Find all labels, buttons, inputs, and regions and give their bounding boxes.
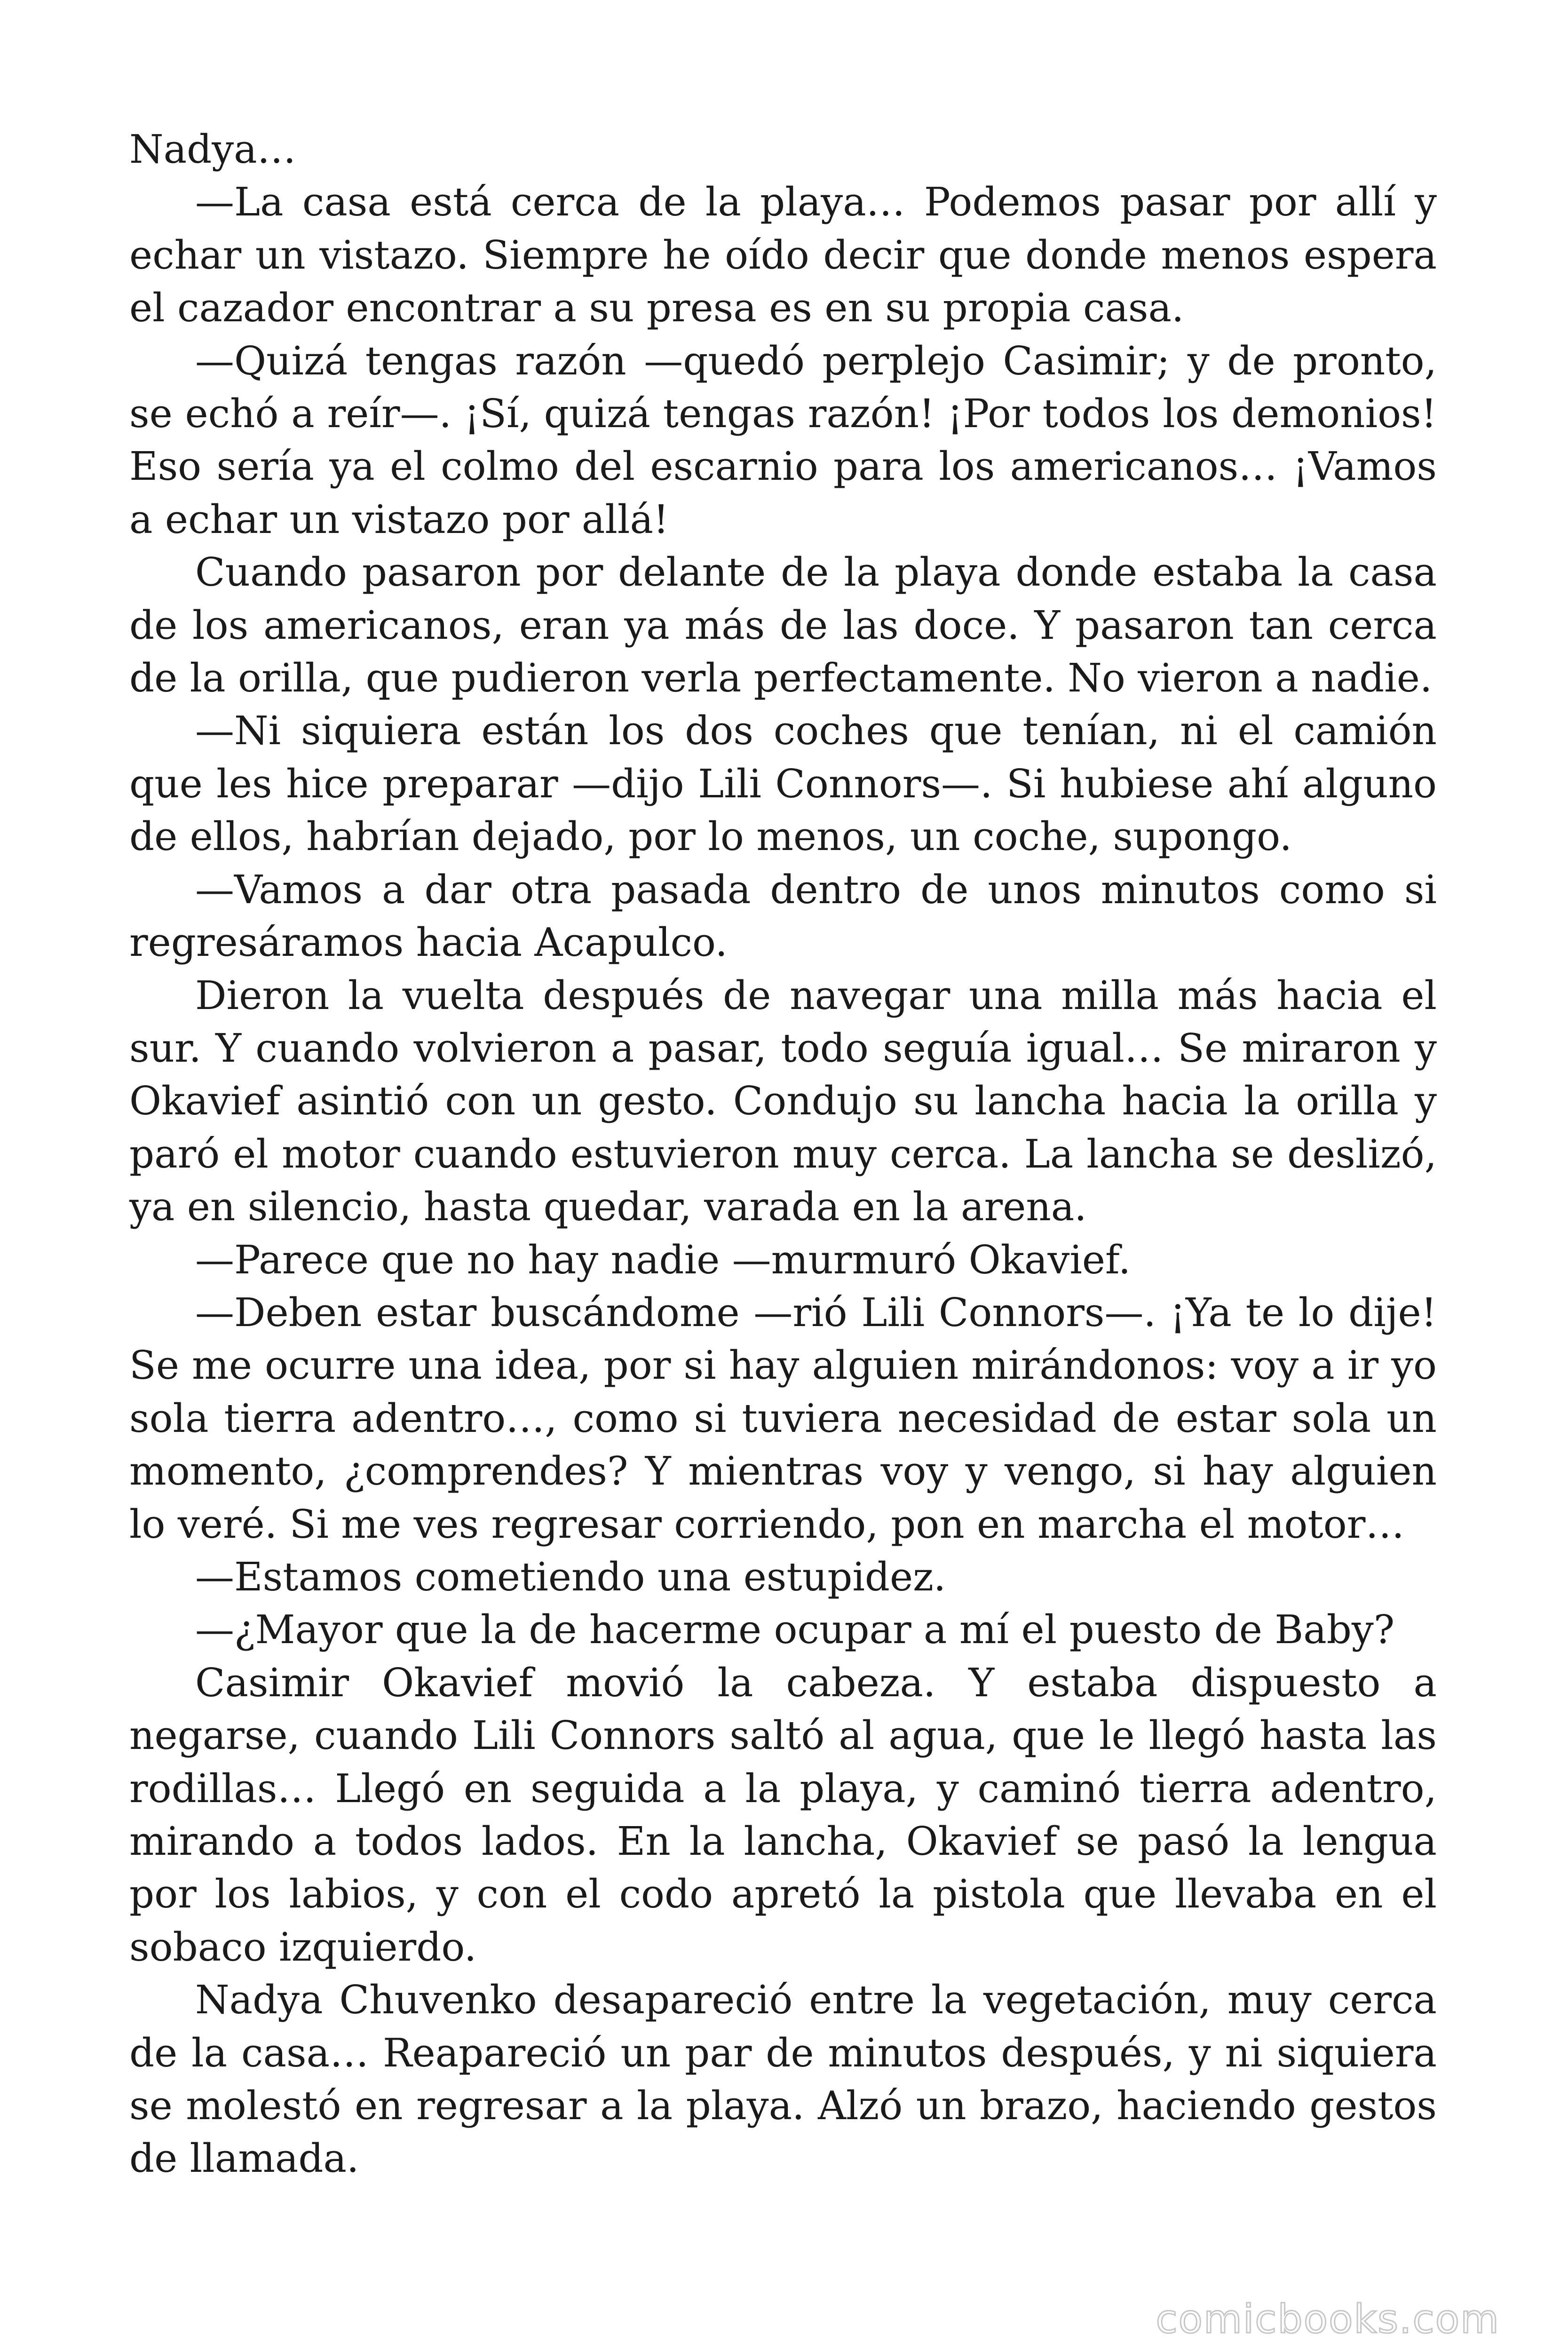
paragraph: —Ni siquiera están los dos coches que tenían, ni el camión que les hice preparar —dijo Lili Connors—. Si hubiese ahí alguno de ellos, habrían dejado, por lo menos, un coche, supongo. bbox=[129, 708, 1437, 860]
paragraph: Nadya Chuvenko desapareció entre la vegetación, muy cerca de la casa… Reapareció un par de minutos después, y ni siquiera se molestó en regresar a la playa. Alzó un brazo, haciendo gestos de llamada. bbox=[129, 1977, 1437, 2182]
paragraph: —Vamos a dar otra pasada dentro de unos minutos como si regresáramos hacia Acapulco. bbox=[129, 866, 1437, 966]
paragraph: Dieron la vuelta después de navegar una milla más hacia el sur. Y cuando volvieron a pasar, todo seguía igual… Se miraron y Okavief asintió con un gesto. Condujo su lancha hacia la orilla y paró el motor cuando estuvieron muy cerca. La lancha se deslizó, ya en silencio, hasta quedar, varada en la arena. bbox=[129, 972, 1437, 1230]
paragraph: —Estamos cometiendo una estupidez. bbox=[195, 1554, 946, 1600]
paragraph: —Quizá tengas razón —quedó perplejo Casimir; y de pronto, se echó a reír—. ¡Sí, quizá tengas razón! ¡Por todos los demonios! Eso sería ya el colmo del escarnio para los americanos… ¡Vamos a echar un vistazo por allá! bbox=[129, 338, 1437, 542]
paragraph: —¿Mayor que la de hacerme ocupar a mí el puesto de Baby? bbox=[195, 1607, 1395, 1653]
paragraph: Casimir Okavief movió la cabeza. Y estaba dispuesto a negarse, cuando Lili Connors saltó al agua, que le llegó hasta las rodillas… Llegó en seguida a la playa, y caminó tierra adentro, mirando a todos lados. En la lancha, Okavief se pasó la lengua por los labios, y con el codo apretó la pistola que llevaba en el sobaco izquierdo. bbox=[129, 1660, 1437, 1970]
paragraph: Cuando pasaron por delante de la playa donde estaba la casa de los americanos, eran ya más de las doce. Y pasaron tan cerca de la orilla, que pudieron verla perfectamente. No vieron a nadie. bbox=[129, 549, 1437, 701]
paragraph: —Parece que no hay nadie —murmuró Okavief. bbox=[195, 1237, 1131, 1283]
paragraph: —La casa está cerca de la playa… Podemos pasar por allí y echar un vistazo. Siempre he oído decir que donde menos espera el cazador encontrar a su presa es en su propia casa. bbox=[129, 179, 1437, 331]
paragraph: Nadya… bbox=[129, 127, 296, 172]
paragraph: —Deben estar buscándome —rió Lili Connors—. ¡Ya te lo dije! Se me ocurre una idea, por si hay alguien mirándonos: voy a ir yo sola tierra adentro…, como si tuviera necesidad de estar sola un momento, ¿comprendes? Y mientras voy y vengo, si hay alguien lo veré. Si me ves regresar corriendo, pon en marcha el motor… bbox=[129, 1289, 1437, 1547]
body-text bbox=[129, 123, 1437, 2185]
watermark: comicbooks.com bbox=[1156, 2296, 1500, 2342]
